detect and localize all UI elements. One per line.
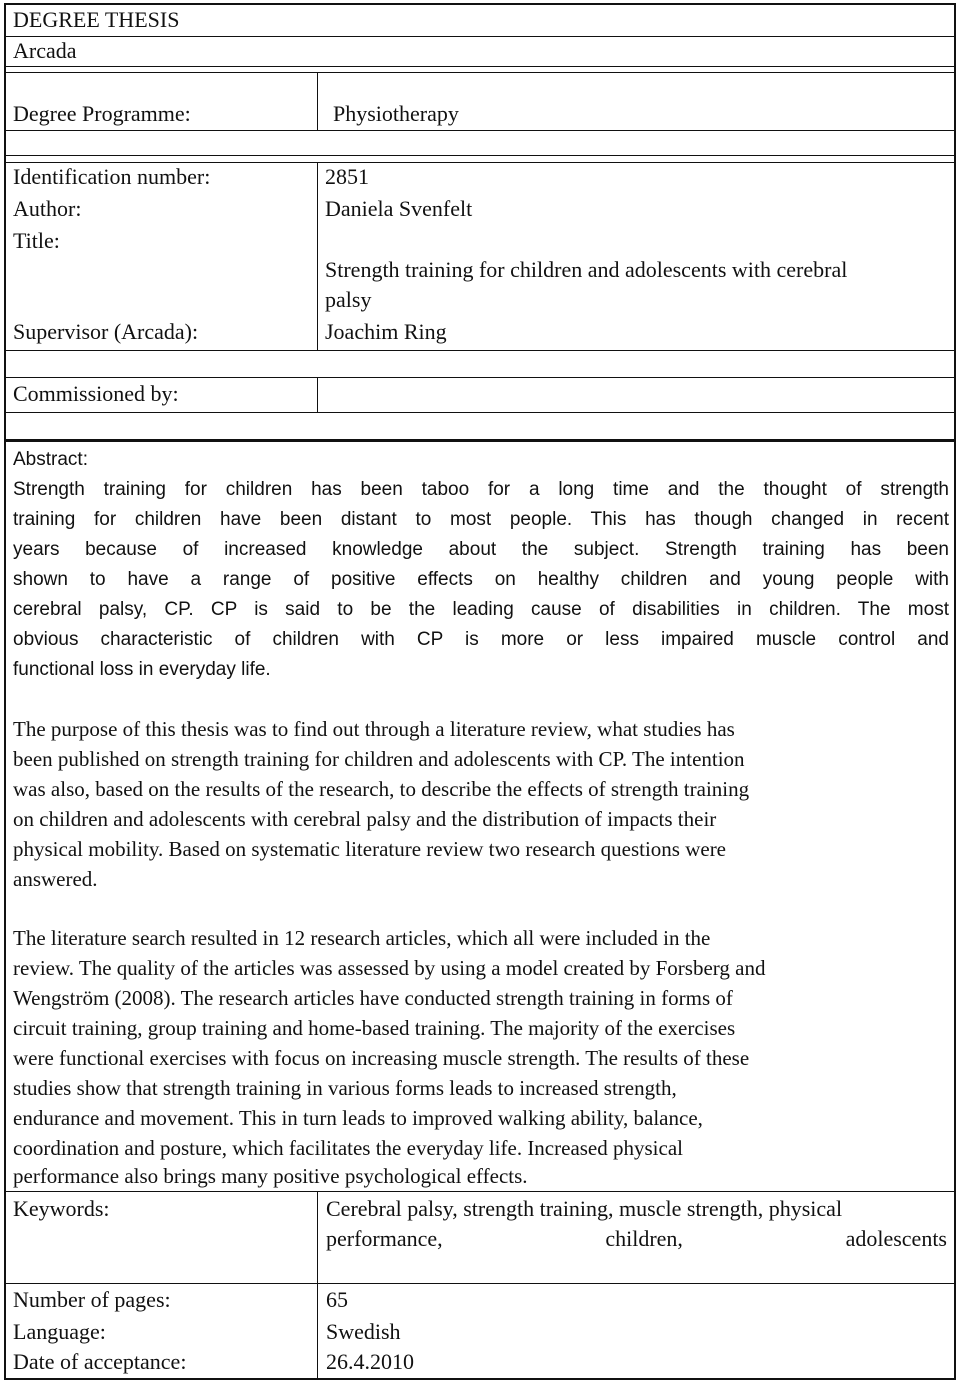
- abstract-p1-line: training for children have been distant to most people. This has though changed in recent: [13, 509, 949, 530]
- abstract-p1-line: functional loss in everyday life.: [13, 659, 271, 680]
- row-divider: [6, 155, 954, 156]
- abstract-p3-line: coordination and posture, which facilitates the everyday life. Increased physical: [13, 1136, 683, 1160]
- language-label: Language:: [13, 1319, 106, 1344]
- supervisor-value: Joachim Ring: [325, 319, 447, 344]
- row-divider: [6, 412, 954, 413]
- programme-label: Degree Programme:: [13, 101, 191, 126]
- column-divider: [317, 1283, 318, 1380]
- abstract-p1-line: years because of increased knowledge about the subject. Strength training has been: [13, 539, 949, 560]
- title-value-line-1: Strength training for children and adolescents with cerebral: [325, 257, 848, 282]
- identification-value: 2851: [325, 164, 369, 189]
- institution: Arcada: [13, 38, 77, 63]
- column-divider: [317, 162, 318, 350]
- abstract-p3-line: were functional exercises with focus on increasing muscle strength. The results of these: [13, 1046, 750, 1070]
- row-divider: [6, 350, 954, 351]
- abstract-p1-line: Strength training for children has been taboo for a long time and the thought of strength: [13, 479, 949, 500]
- supervisor-label: Supervisor (Arcada):: [13, 319, 199, 344]
- row-divider: [6, 377, 954, 378]
- identification-label: Identification number:: [13, 164, 211, 189]
- language-value: Swedish: [326, 1319, 401, 1344]
- abstract-p1-line: obvious characteristic of children with CP is more or less impaired muscle control and: [13, 629, 949, 650]
- row-divider-thick: [6, 439, 954, 442]
- abstract-p2-line: on children and adolescents with cerebral palsy and the distribution of impacts their: [13, 807, 717, 831]
- column-divider: [317, 377, 318, 412]
- row-divider: [6, 66, 954, 67]
- row-divider: [6, 72, 954, 73]
- column-divider: [317, 1191, 318, 1283]
- acceptance-value: 26.4.2010: [326, 1349, 414, 1374]
- thesis-form: [4, 3, 956, 1380]
- abstract-p1-line: cerebral palsy, CP. CP is said to be the leading cause of disabilities in children. The most: [13, 599, 949, 620]
- abstract-p2-line: The purpose of this thesis was to find out through a literature review, what studies has: [13, 717, 735, 741]
- author-label: Author:: [13, 196, 82, 221]
- row-divider: [6, 36, 954, 37]
- row-divider: [6, 130, 954, 131]
- pages-value: 65: [326, 1287, 348, 1312]
- commissioned-label: Commissioned by:: [13, 381, 179, 406]
- abstract-p3-line: review. The quality of the articles was assessed by using a model created by Forsberg and: [13, 956, 766, 980]
- doc-type: DEGREE THESIS: [13, 7, 180, 32]
- abstract-p3-line: Wengström (2008). The research articles have conducted strength training in forms of: [13, 986, 733, 1010]
- row-divider: [6, 1191, 954, 1192]
- abstract-p3-line: endurance and movement. This in turn leads to improved walking ability, balance,: [13, 1106, 703, 1130]
- keywords-label: Keywords:: [13, 1196, 110, 1221]
- abstract-p2-line: was also, based on the results of the research, to describe the effects of strength training: [13, 777, 750, 801]
- abstract-p3-line: circuit training, group training and home-based training. The majority of the exercises: [13, 1016, 736, 1040]
- keywords-value-line-1: Cerebral palsy, strength training, muscle strength, physical: [326, 1196, 843, 1221]
- abstract-p2-line: physical mobility. Based on systematic literature review two research questions were: [13, 837, 727, 861]
- abstract-p3-line: studies show that strength training in various forms leads to increased strength,: [13, 1076, 677, 1100]
- abstract-label: Abstract:: [13, 449, 88, 470]
- abstract-p1-line: shown to have a range of positive effects on healthy children and young people with: [13, 569, 949, 590]
- pages-label: Number of pages:: [13, 1287, 171, 1312]
- abstract-p3-line: performance also brings many positive psychological effects.: [13, 1164, 528, 1188]
- abstract-p2-line: been published on strength training for children and adolescents with CP. The intention: [13, 747, 745, 771]
- column-divider: [317, 72, 318, 130]
- keywords-value-line-2: performance, children, adolescents: [326, 1226, 947, 1251]
- programme-value: Physiotherapy: [333, 101, 459, 126]
- title-label: Title:: [13, 228, 60, 253]
- title-value-line-2: palsy: [325, 287, 372, 312]
- author-value: Daniela Svenfelt: [325, 196, 473, 221]
- abstract-p2-line: answered.: [13, 867, 98, 891]
- abstract-p3-line: The literature search resulted in 12 research articles, which all were included in the: [13, 926, 711, 950]
- acceptance-label: Date of acceptance:: [13, 1349, 187, 1374]
- row-divider: [6, 1283, 954, 1284]
